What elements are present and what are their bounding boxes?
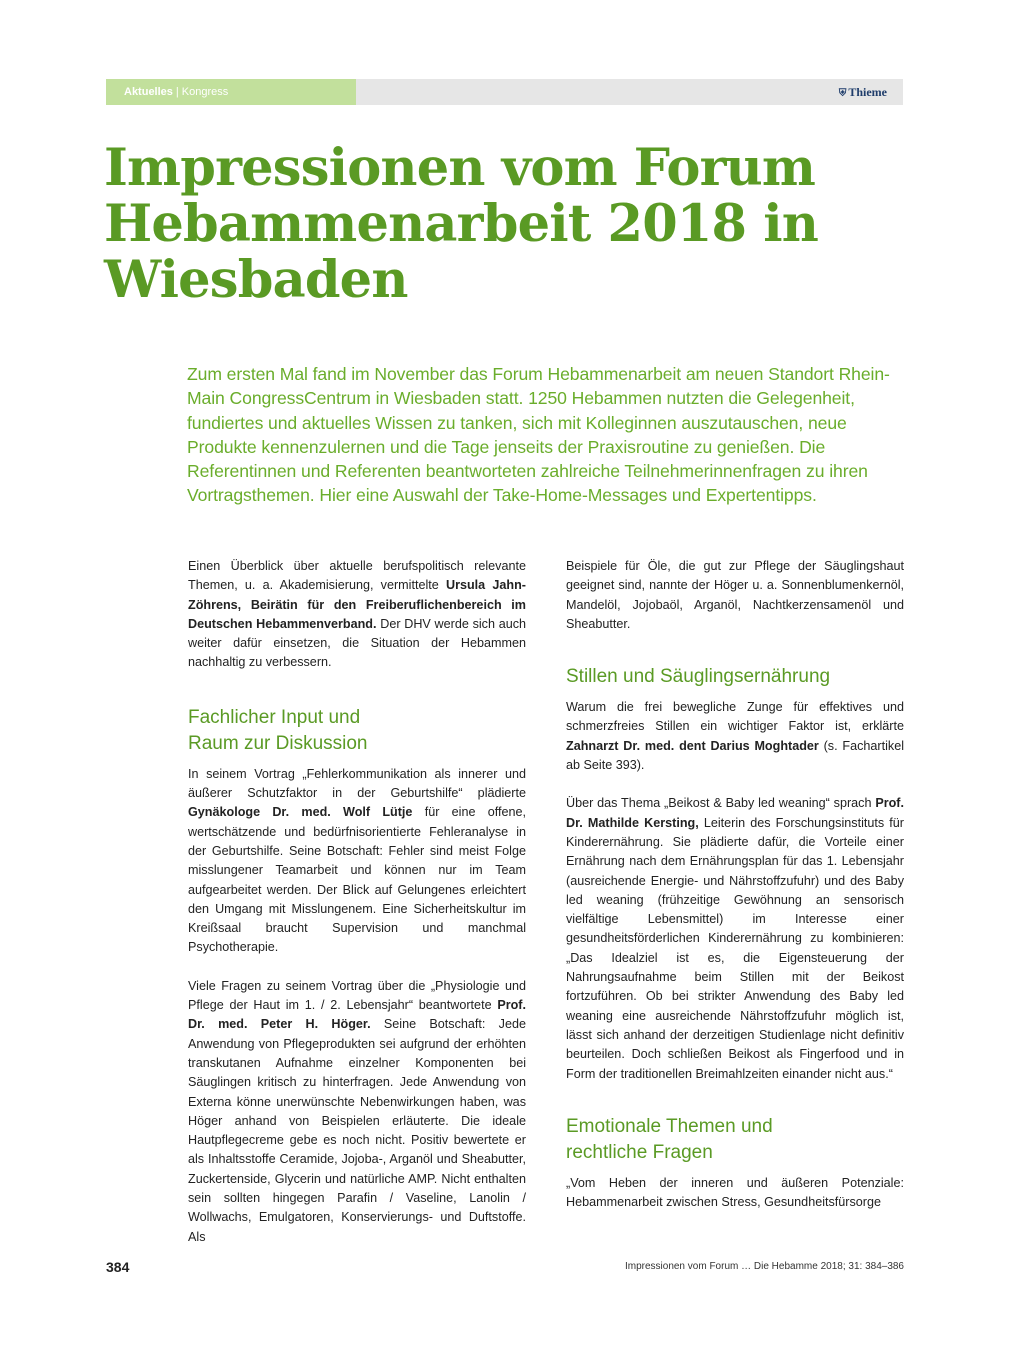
section-heading [188,705,526,757]
paragraph [188,977,526,1247]
section-label [106,79,356,105]
text-run: Leiterin des Forschungsinstituts für Kinderernährung. Sie plädierte dafür, die Vorteile einer Ernährung nach dem Ernährungsplan für das 1. Lebensjahr (ausreichende Energie- und Nährstoffzufuhr) und des Baby led weaning (frühzeitige Gewöhnung an sensorisch vielfältige Lebensmittel) im Interesse einer gesundheitsförderlichen Kinderernährung zu kombinieren: „Das Idealziel ist es, die Eigensteuerung der Nahrungsaufnahme beim Stillen mit der Beikost fortzuführen. Ob bei strikter Anwendung des Baby led weaning eine ausreichende Nährstoffzufuhr möglich ist, lässt sich anhand der derzeitigen Studienlage nicht definitiv beurteilen. Doch schließen Beikost als Fingerfood und in Form der traditionellen Breimahlzeiten einander nicht aus.“ [566,815,904,1081]
thieme-shield-icon: ⛨ [838,88,847,99]
subsection-name: Kongress [181,86,229,98]
right-column [566,557,904,1231]
citation: Impressionen vom Forum … Die Hebamme 2018; 31: 384–386 [624,1261,904,1272]
text-run: Über das Thema „Beikost & Baby led weaning“ sprach [566,796,876,811]
heading-line: rechtliche Fragen [566,1141,713,1163]
paragraph: „Vom Heben der inneren und äußeren Potenziale: Hebammenarbeit zwischen Stress, Gesundheitsfürsorge [566,1175,904,1210]
text-run: für eine offene, wertschätzende und bedürfnisorientierte Fehleranalyse in der Geburtshilfe. Seine Botschaft: Fehler sind meist Folge misslungener Teamarbeit und können nur im Team aufgearbeitet werden. Der Blick auf Gelungenes erleichtert den Umgang mit Misslungenem. Eine Sicherheitskultur im Kreißsaal braucht Supervision und manchmal Psychotherapie. [188,805,526,955]
text-run: Der DHV werde sich auch weiter dafür einsetzen, die Situation der Hebammen nachhaltig zu verbessern. [188,616,527,670]
person-name: Ursula Jahn-Zöhrens, Beirätin für den Freiberuflichenbereich im Deutschen Hebammenverband. [188,578,526,631]
text-run: In seinem Vortrag „Fehlerkommunikation als innerer und äußerer Schutzfaktor in der Geburtshilfe“ plädierte [188,766,526,801]
person-name: Gynäkologe Dr. med. Wolf Lütje [188,805,413,820]
text-run: Warum die frei bewegliche Zunge für effektives und schmerzfreies Stillen ein wichtiger Faktor ist, erklärte [566,700,904,734]
paragraph: Beispiele für Öle, die gut zur Pflege der Säuglingshaut geeignet sind, nannte der Höger u. a. Sonnenblumenkernöl, Mandelöl, Jojobaöl, Arganöl, Nachtkerzensamenöl und Sheabutter. [566,559,904,631]
text-run: (s. Fachartikel ab Seite 393). [566,738,904,773]
article-lead: Zum ersten Mal fand im November das Forum Hebammenarbeit am neuen Standort Rhein-Main CongressCentrum in Wiesbaden statt. 1250 Hebammen nutzten die Gelegenheit, fundiertes und aktuelles Wissen zu tanken, sich mit Kolleginnen auszutauschen, neue Produkte kennenzulernen und die Tage jenseits der Praxisroutine zu genießen. Die Referentinnen und Referenten beantworteten zahlreiche Teilnehmerinnenfragen zu ihren Vortragsthemen. Hier eine Auswahl der Take-Home-Messages und Expertentipps. [187,364,890,506]
person-name: Zahnarzt Dr. med. dent Darius Moghtader [566,738,819,753]
page-number: 384 [106,1259,130,1275]
paragraph [188,765,526,958]
publisher-name: Thieme [848,85,887,99]
paragraph [566,698,904,775]
person-name: Prof. Dr. med. Peter H. Höger. [188,998,526,1032]
heading-line: Emotionale Themen und [566,1115,773,1137]
heading-line: Raum zur Diskussion [188,732,368,754]
publisher-logo [839,79,887,105]
section-separator: | [175,86,179,98]
text-run: Viele Fragen zu seinem Vortrag über die „Physiologie und Pflege der Haut im 1. / 2. Lebensjahr“ beantwortete [188,978,526,1013]
section-heading: Stillen und Säuglingsernährung [566,666,831,688]
person-name: Prof. Dr. Mathilde Kersting, [566,796,904,830]
section-heading [566,1114,904,1166]
text-run: Einen Überblick über aktuelle berufspolitisch relevante Themen, u. a. Akademisierung, vermittelte [188,559,526,593]
header-bar [106,79,903,105]
text-run: Seine Botschaft: Jede Anwendung von Pflegeprodukten sei aufgrund der erhöhten transkutanen Aufnahme einzelner Komponenten bei Säuglingen kritisch zu hinterfragen. Jede Anwendung von Externa könne unerwünschte Nebenwirkungen haben, was Höger anhand von Beispielen erläuterte. Die ideale Hautpflegecreme gebe es noch nicht. Positiv bewertete er als Inhaltsstoffe Ceramide, Jojoba-, Arganöl und Sheabutter, Zuckertenside, Glycerin und natürliche AMP. Nicht enthalten sein sollten hingegen Parafin / Vaseline, Lanolin / Wollwachs, Emulgatoren, Konservierungs- und Duftstoffe. Als [188,1017,526,1244]
paragraph [566,794,904,1083]
heading-line: Fachlicher Input und [188,706,361,728]
section-name: Aktuelles [124,86,173,98]
left-column [188,557,526,1266]
article-title: Impressionen vom Forum Hebammenarbeit 2018 in Wiesbaden [104,138,819,310]
paragraph [188,557,526,673]
